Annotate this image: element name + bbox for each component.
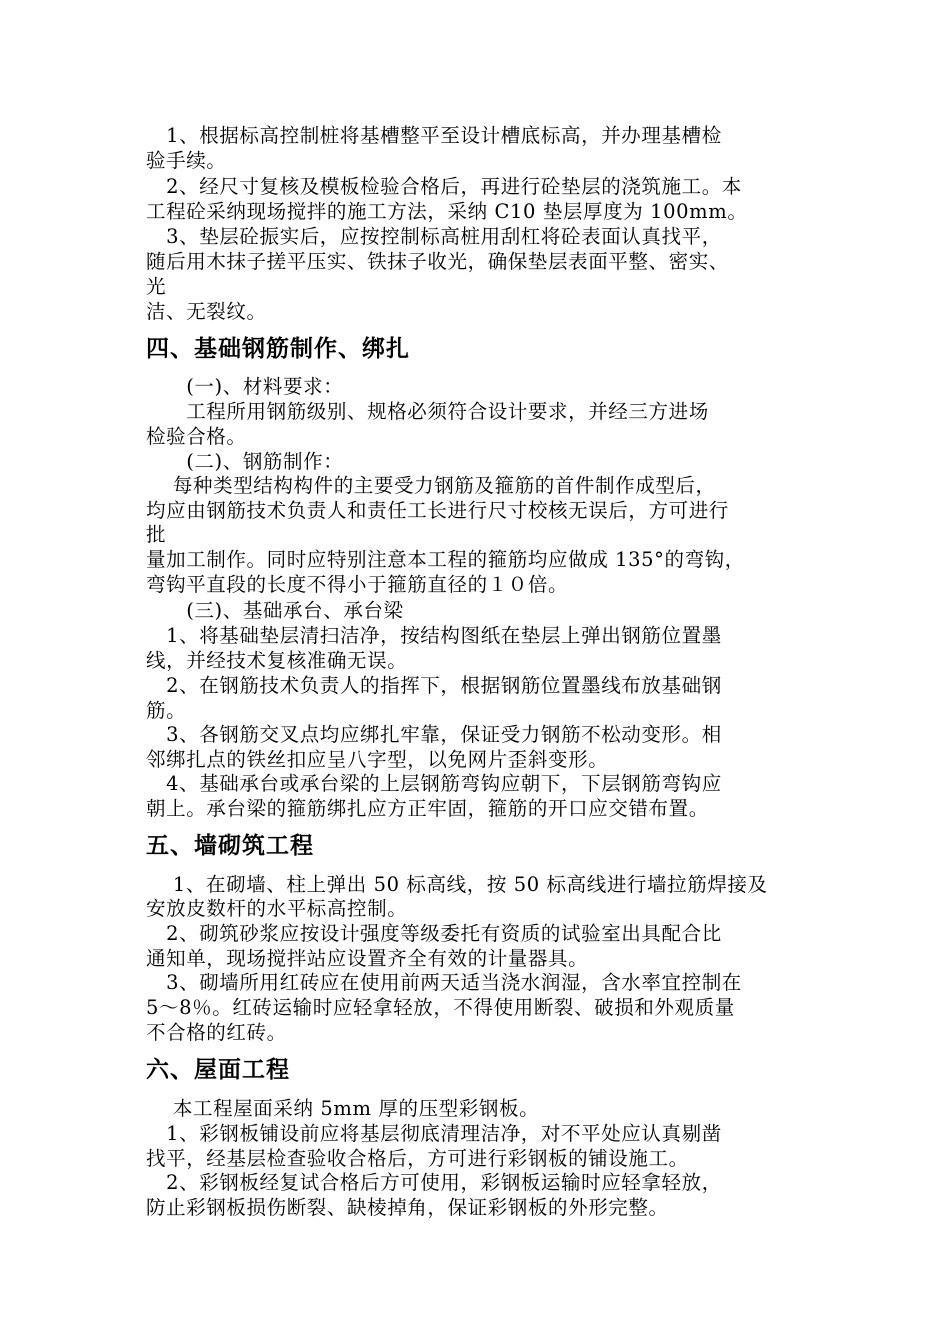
paragraph-line: 均应由钢筋技术负责人和责任工长进行尺寸校核无误后，方可进行	[146, 499, 729, 522]
paragraph-line: 3、垫层砼振实后，应按控制标高桩用刮杠将砼表面认真找平，	[146, 225, 722, 248]
paragraph-line: (一)、材料要求：	[146, 375, 344, 398]
paragraph-line: 2、砌筑砂浆应按设计强度等级委托有资质的试验室出具配合比	[146, 922, 722, 945]
paragraph-line: 每种类型结构构件的主要受力钢筋及箍筋的首件制作成型后，	[146, 474, 716, 497]
paragraph-line: 1、根据标高控制桩将基槽整平至设计槽底标高，并办理基槽检	[146, 124, 722, 147]
paragraph-line: 3、各钢筋交叉点均应绑扎牢靠，保证受力钢筋不松动变形。相	[146, 723, 722, 746]
paragraph-line: 3、砌墙所用红砖应在使用前两天适当浇水润湿，含水率宜控制在	[146, 971, 742, 994]
paragraph-line: 2、在钢筋技术负责人的指挥下，根据钢筋位置墨线布放基础钢	[146, 674, 722, 697]
paragraph-line: 洁、无裂纹。	[146, 300, 267, 323]
paragraph-line: 2、彩钢板经复试合格后方可使用，彩钢板运输时应轻拿轻放，	[146, 1171, 722, 1194]
paragraph-line: 防止彩钢板损伤断裂、缺棱掉角，保证彩钢板的外形完整。	[146, 1196, 669, 1219]
paragraph-line: 弯钩平直段的长度不得小于箍筋直径的１０倍。	[146, 573, 569, 596]
paragraph-line: 筋。	[146, 699, 187, 722]
section-heading: 六、屋面工程	[146, 1057, 290, 1083]
paragraph-line: 不合格的红砖。	[146, 1021, 287, 1044]
paragraph-line: 4、基础承台或承台梁的上层钢筋弯钩应朝下，下层钢筋弯钩应	[146, 772, 722, 795]
paragraph-line: 量加工制作。同时应特别注意本工程的箍筋均应做成 135°的弯钩，	[146, 548, 745, 571]
paragraph-line: 检验合格。	[146, 425, 247, 448]
paragraph-line: 线，并经技术复核准确无误。	[146, 649, 408, 672]
paragraph-line: 朝上。承台梁的箍筋绑扎应方正牢固，箍筋的开口应交错布置。	[146, 797, 709, 820]
paragraph-line: 2、经尺寸复核及模板检验合格后，再进行砼垫层的浇筑施工。本	[146, 175, 742, 198]
paragraph-line: 批	[146, 523, 167, 546]
paragraph-line: 工程所用钢筋级别、规格必须符合设计要求，并经三方进场	[146, 400, 709, 423]
section-heading: 四、基础钢筋制作、绑扎	[146, 336, 410, 362]
paragraph-line: 1、将基础垫层清扫洁净，按结构图纸在垫层上弹出钢筋位置墨	[146, 624, 722, 647]
paragraph-line: 本工程屋面采纳 5mm 厚的压型彩钢板。	[146, 1097, 540, 1120]
paragraph-line: 验手续。	[146, 149, 227, 172]
paragraph-line: 1、在砌墙、柱上弹出 50 标高线，按 50 标高线进行墙拉筋焊接及	[146, 873, 768, 896]
section-heading: 五、墙砌筑工程	[146, 833, 314, 859]
paragraph-line: 5～8％。红砖运输时应轻拿轻放，不得使用断裂、破损和外观质量	[146, 996, 735, 1019]
paragraph-line: 通知单，现场搅拌站应设置齐全有效的计量器具。	[146, 947, 589, 970]
paragraph-line: 工程砼采纳现场搅拌的施工方法，采纳 C10 垫层厚度为 100mm。	[146, 200, 748, 223]
paragraph-line: 随后用木抹子搓平压实、铁抹子收光，确保垫层表面平整、密实、	[146, 250, 729, 273]
paragraph-line: (二)、钢筋制作：	[146, 450, 344, 473]
paragraph-line: 1、彩钢板铺设前应将基层彻底清理洁净，对不平处应认真剔凿	[146, 1122, 722, 1145]
paragraph-line: 邻绑扎点的铁丝扣应呈八字型，以免网片歪斜变形。	[146, 748, 609, 771]
paragraph-line: 找平，经基层检查验收合格后，方可进行彩钢板的铺设施工。	[146, 1147, 689, 1170]
paragraph-line: 光	[146, 275, 167, 298]
paragraph-line: 安放皮数杆的水平标高控制。	[146, 897, 408, 920]
paragraph-line: (三)、基础承台、承台梁	[146, 599, 404, 622]
